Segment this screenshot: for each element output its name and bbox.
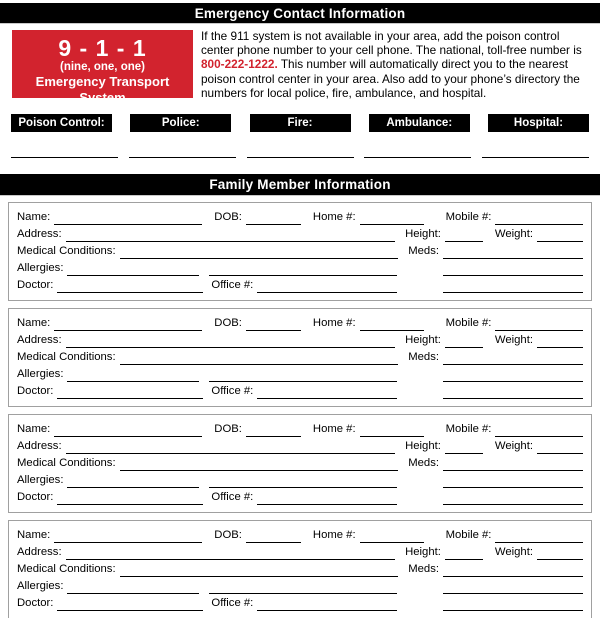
allergies-fill-line[interactable] — [67, 369, 199, 382]
weight-fill-line[interactable] — [537, 547, 583, 560]
address-label: Address: — [17, 228, 62, 241]
weight-label: Weight: — [494, 228, 533, 241]
doctor-label: Doctor: — [17, 597, 54, 610]
home-phone-label: Home #: — [312, 317, 356, 330]
doctor-label: Doctor: — [17, 279, 54, 292]
name-fill-line[interactable] — [54, 424, 202, 437]
medical-conditions-label: Medical Conditions: — [17, 563, 116, 576]
contact-label-police: Police: — [130, 114, 231, 132]
row-address-height-weight — [17, 331, 583, 348]
row-allergies — [17, 365, 583, 382]
dob-fill-line[interactable] — [246, 212, 301, 225]
dob-label: DOB: — [214, 529, 242, 542]
height-label: Height: — [405, 334, 441, 347]
dob-fill-line[interactable] — [246, 318, 301, 331]
badge-911 — [12, 30, 193, 105]
office-phone-fill-line[interactable] — [257, 280, 397, 293]
allergies-label: Allergies: — [17, 262, 64, 275]
family-header-title: Family Member Information — [209, 177, 391, 193]
row-address-height-weight — [17, 437, 583, 454]
allergies-extra-fill-line[interactable] — [209, 369, 397, 382]
mobile-phone-label: Mobile #: — [445, 317, 492, 330]
paragraph-text-after: This number will automatically direct you to the nearest poison control center in your area. Also add to your phone’s directory the numbers for local police, fire, ambulance, and hospital. — [201, 57, 580, 100]
mobile-phone-label: Mobile #: — [445, 529, 492, 542]
badge-911-number: 9 - 1 - 1 — [58, 35, 147, 61]
name-label: Name: — [17, 423, 51, 436]
height-label: Height: — [405, 228, 441, 241]
medical-conditions-label: Medical Conditions: — [17, 457, 116, 470]
dob-label: DOB: — [214, 423, 242, 436]
row-address-height-weight — [17, 543, 583, 560]
name-fill-line[interactable] — [54, 318, 202, 331]
badge-911-caption: Emergency Transport System — [35, 74, 170, 105]
meds-extra-fill-line-2[interactable] — [443, 386, 583, 399]
dob-fill-line[interactable] — [246, 424, 301, 437]
home-phone-label: Home #: — [312, 529, 356, 542]
meds-label: Meds: — [408, 457, 439, 470]
member-blocks — [0, 202, 600, 618]
medical-conditions-fill-line[interactable] — [120, 564, 399, 577]
home-phone-label: Home #: — [312, 211, 356, 224]
height-fill-line[interactable] — [445, 547, 483, 560]
family-header-bar — [0, 174, 600, 196]
row-name-dob-phones — [17, 208, 583, 225]
name-fill-line[interactable] — [54, 530, 202, 543]
row-medical-meds — [17, 560, 583, 577]
height-label: Height: — [405, 546, 441, 559]
home-phone-label: Home #: — [312, 423, 356, 436]
meds-extra-fill-line-1[interactable] — [443, 475, 583, 488]
address-fill-line[interactable] — [66, 335, 396, 348]
office-phone-fill-line[interactable] — [257, 492, 397, 505]
weight-fill-line[interactable] — [537, 441, 583, 454]
height-fill-line[interactable] — [445, 441, 483, 454]
doctor-fill-line[interactable] — [57, 492, 203, 505]
meds-fill-line[interactable] — [443, 564, 583, 577]
medical-conditions-fill-line[interactable] — [120, 352, 399, 365]
medical-conditions-fill-line[interactable] — [120, 246, 399, 259]
contact-labels-row — [11, 114, 589, 132]
dob-label: DOB: — [214, 317, 242, 330]
badge-911-words: (nine, one, one) — [60, 61, 145, 73]
meds-extra-fill-line-2[interactable] — [443, 280, 583, 293]
emergency-header-title: Emergency Contact Information — [194, 6, 406, 21]
contact-label-fire: Fire: — [250, 114, 351, 132]
mobile-phone-label: Mobile #: — [445, 423, 492, 436]
paragraph-text-before: If the 911 system is not available in your area, add the poison control center phone number to your cell phone. The national, toll-free number is — [201, 29, 582, 58]
contact-label-ambulance: Ambulance: — [369, 114, 470, 132]
poison-phone-number: 800-222-1222. — [201, 57, 278, 72]
police-fill-line[interactable] — [129, 157, 236, 158]
office-phone-fill-line[interactable] — [257, 598, 397, 611]
meds-fill-line[interactable] — [443, 246, 583, 259]
meds-extra-fill-line-2[interactable] — [443, 492, 583, 505]
dob-fill-line[interactable] — [246, 530, 301, 543]
mobile-phone-label: Mobile #: — [445, 211, 492, 224]
doctor-label: Doctor: — [17, 491, 54, 504]
medical-conditions-label: Medical Conditions: — [17, 351, 116, 364]
family-member-block — [8, 414, 592, 513]
allergies-fill-line[interactable] — [67, 581, 199, 594]
home-phone-fill-line[interactable] — [360, 318, 424, 331]
office-phone-label: Office #: — [211, 491, 254, 504]
allergies-fill-line[interactable] — [67, 263, 199, 276]
meds-extra-fill-line-1[interactable] — [443, 263, 583, 276]
row-doctor-office — [17, 594, 583, 611]
weight-fill-line[interactable] — [537, 229, 583, 242]
row-address-height-weight — [17, 225, 583, 242]
doctor-fill-line[interactable] — [57, 280, 203, 293]
office-phone-label: Office #: — [211, 279, 254, 292]
meds-label: Meds: — [408, 245, 439, 258]
doctor-label: Doctor: — [17, 385, 54, 398]
weight-label: Weight: — [494, 334, 533, 347]
row-allergies — [17, 471, 583, 488]
allergies-label: Allergies: — [17, 580, 64, 593]
office-phone-label: Office #: — [211, 597, 254, 610]
address-label: Address: — [17, 546, 62, 559]
address-fill-line[interactable] — [66, 441, 396, 454]
medical-conditions-fill-line[interactable] — [120, 458, 399, 471]
height-fill-line[interactable] — [445, 335, 483, 348]
allergies-label: Allergies: — [17, 474, 64, 487]
mobile-phone-fill-line[interactable] — [495, 318, 583, 331]
mobile-phone-fill-line[interactable] — [495, 424, 583, 437]
address-fill-line[interactable] — [66, 547, 396, 560]
name-fill-line[interactable] — [54, 212, 202, 225]
ambulance-fill-line[interactable] — [364, 157, 471, 158]
row-medical-meds — [17, 242, 583, 259]
poison-info-paragraph — [201, 29, 592, 100]
row-name-dob-phones — [17, 420, 583, 437]
mobile-phone-fill-line[interactable] — [495, 212, 583, 225]
family-member-block — [8, 202, 592, 301]
row-doctor-office — [17, 276, 583, 293]
weight-label: Weight: — [494, 546, 533, 559]
allergies-label: Allergies: — [17, 368, 64, 381]
family-member-block — [8, 520, 592, 618]
contact-fill-lines-row — [11, 132, 589, 158]
office-phone-label: Office #: — [211, 385, 254, 398]
address-label: Address: — [17, 440, 62, 453]
emergency-header-bar — [0, 3, 600, 24]
allergies-extra-fill-line[interactable] — [209, 263, 397, 276]
name-label: Name: — [17, 529, 51, 542]
weight-fill-line[interactable] — [537, 335, 583, 348]
row-allergies — [17, 577, 583, 594]
doctor-fill-line[interactable] — [57, 598, 203, 611]
home-phone-fill-line[interactable] — [360, 424, 424, 437]
fire-fill-line[interactable] — [247, 157, 354, 158]
address-label: Address: — [17, 334, 62, 347]
meds-label: Meds: — [408, 563, 439, 576]
meds-extra-fill-line-1[interactable] — [443, 581, 583, 594]
meds-extra-fill-line-2[interactable] — [443, 598, 583, 611]
row-name-dob-phones — [17, 314, 583, 331]
row-doctor-office — [17, 382, 583, 399]
emergency-info-row — [12, 29, 592, 105]
name-label: Name: — [17, 317, 51, 330]
row-medical-meds — [17, 348, 583, 365]
medical-conditions-label: Medical Conditions: — [17, 245, 116, 258]
doctor-fill-line[interactable] — [57, 386, 203, 399]
meds-extra-fill-line-1[interactable] — [443, 369, 583, 382]
poison-control-fill-line[interactable] — [11, 157, 118, 158]
family-member-block — [8, 308, 592, 407]
meds-fill-line[interactable] — [443, 352, 583, 365]
row-allergies — [17, 259, 583, 276]
meds-label: Meds: — [408, 351, 439, 364]
row-medical-meds — [17, 454, 583, 471]
row-name-dob-phones — [17, 526, 583, 543]
name-label: Name: — [17, 211, 51, 224]
allergies-fill-line[interactable] — [67, 475, 199, 488]
contact-label-poison-control: Poison Control: — [11, 114, 112, 132]
height-label: Height: — [405, 440, 441, 453]
dob-label: DOB: — [214, 211, 242, 224]
address-fill-line[interactable] — [66, 229, 396, 242]
mobile-phone-fill-line[interactable] — [495, 530, 583, 543]
meds-fill-line[interactable] — [443, 458, 583, 471]
office-phone-fill-line[interactable] — [257, 386, 397, 399]
height-fill-line[interactable] — [445, 229, 483, 242]
row-doctor-office — [17, 488, 583, 505]
home-phone-fill-line[interactable] — [360, 212, 424, 225]
allergies-extra-fill-line[interactable] — [209, 581, 397, 594]
weight-label: Weight: — [494, 440, 533, 453]
contact-label-hospital: Hospital: — [488, 114, 589, 132]
home-phone-fill-line[interactable] — [360, 530, 424, 543]
hospital-fill-line[interactable] — [482, 157, 589, 158]
allergies-extra-fill-line[interactable] — [209, 475, 397, 488]
